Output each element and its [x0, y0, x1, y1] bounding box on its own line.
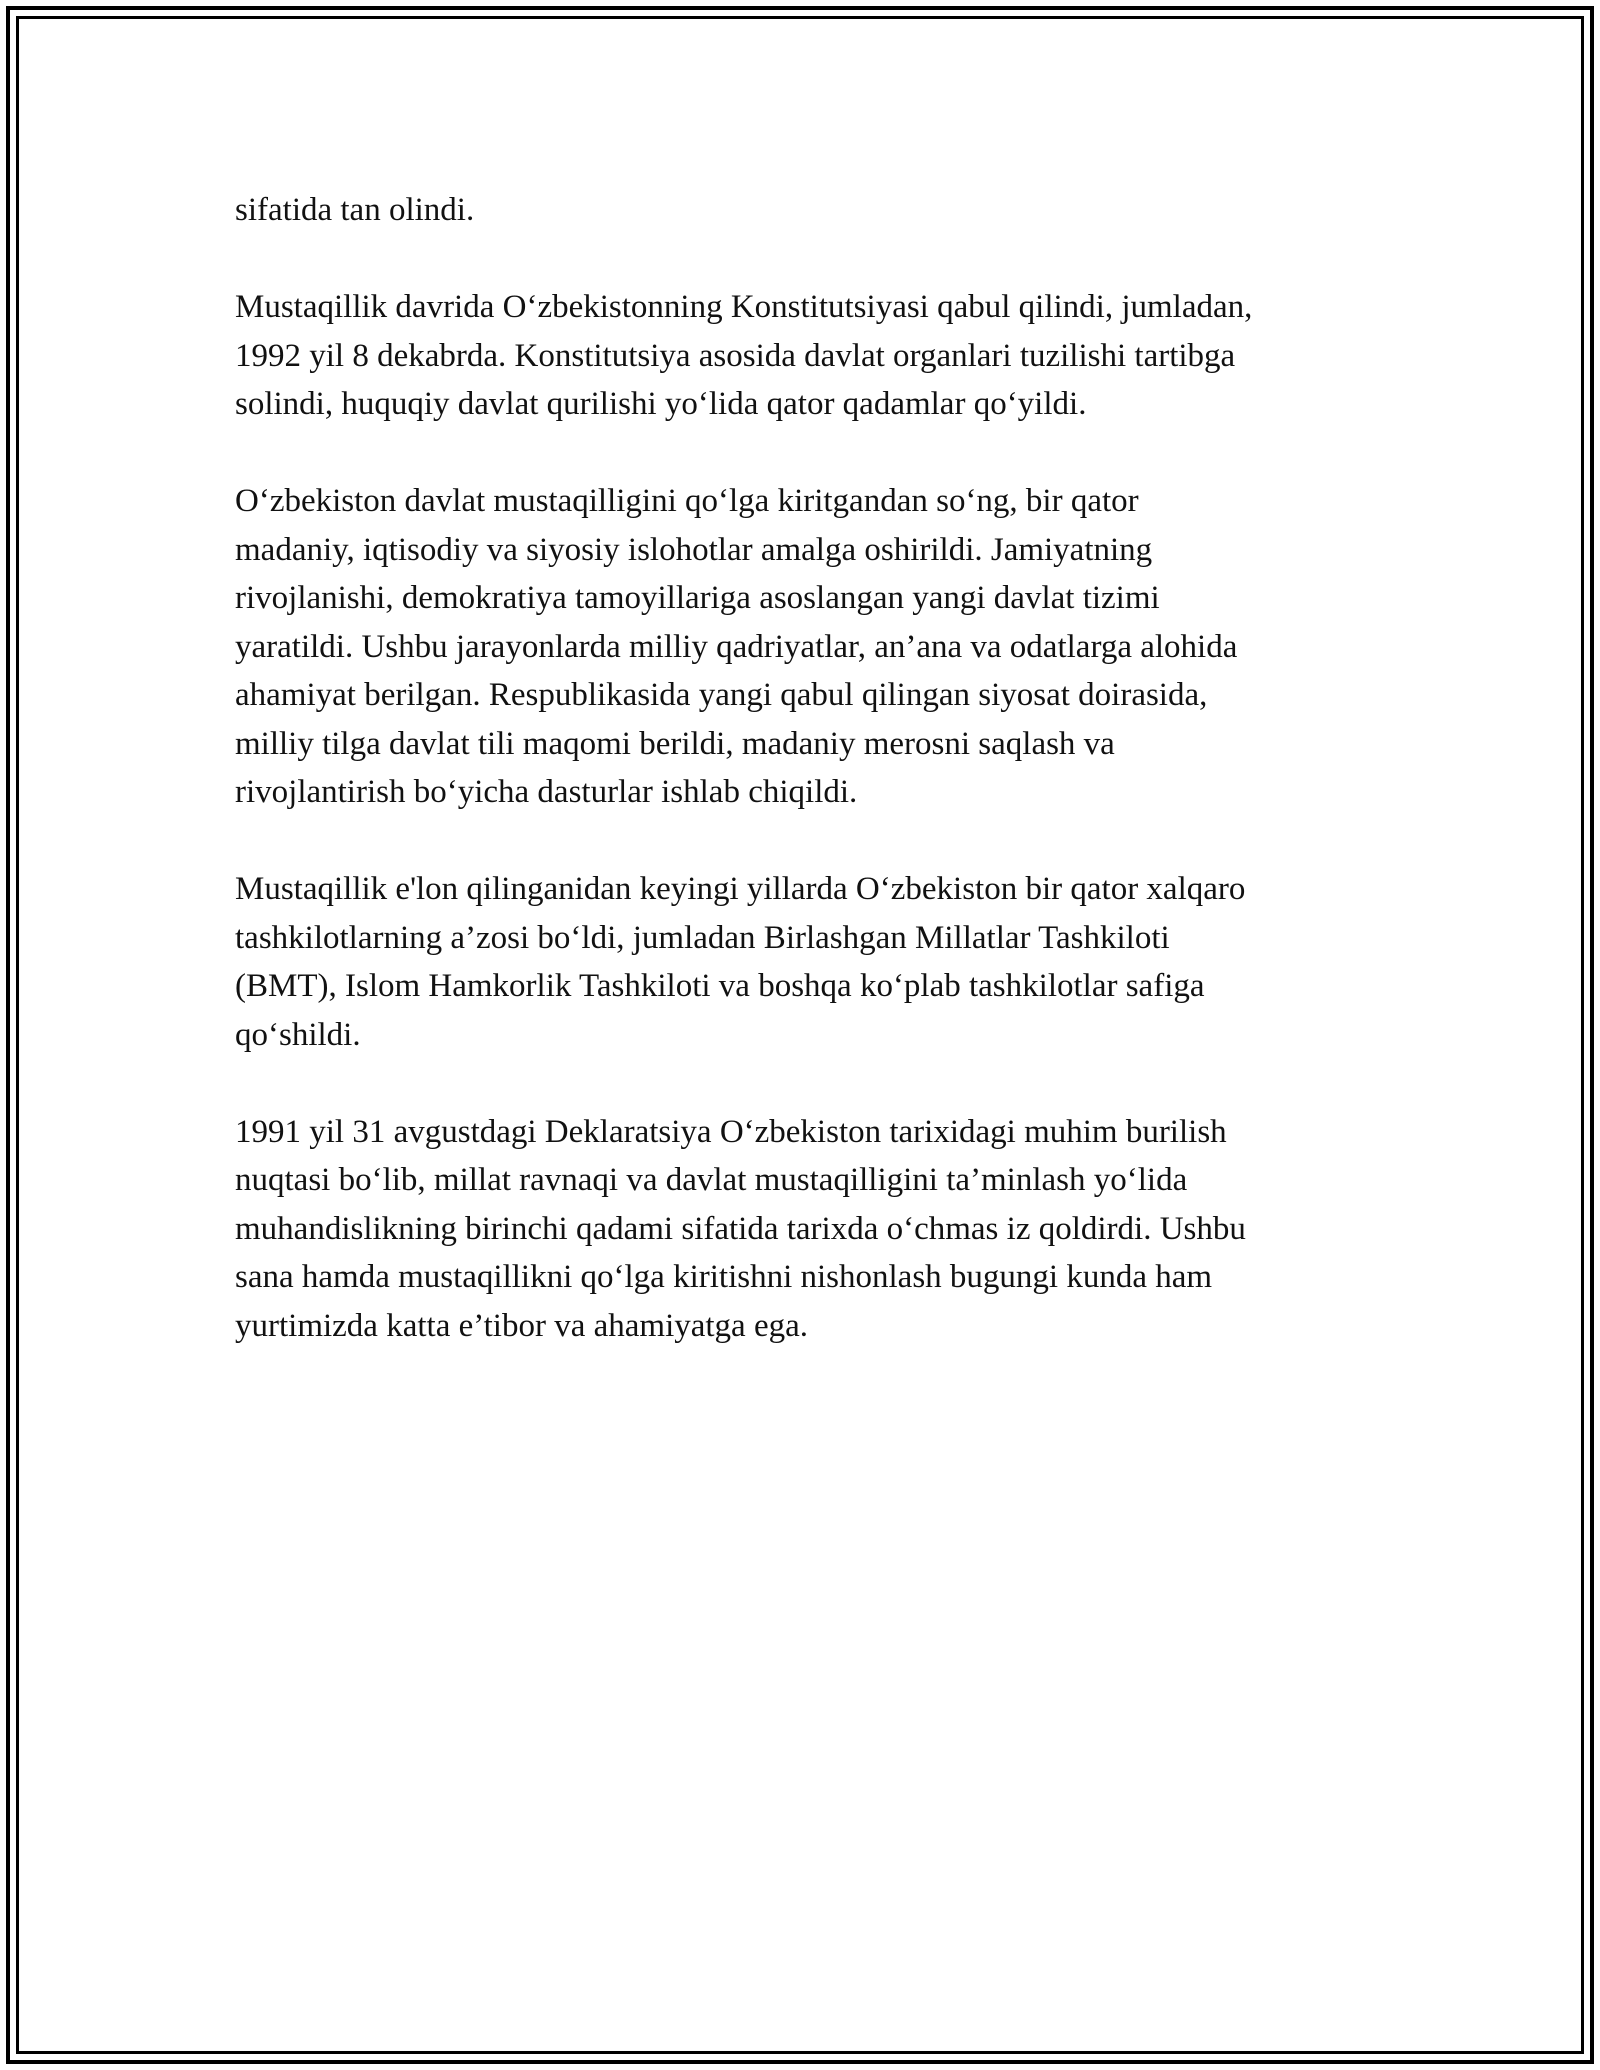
paragraph-1: sifatida tan olindi.: [235, 192, 475, 228]
paragraph-4: Mustaqillik e'lon qilinganidan keyingi yillarda O‘zbekiston bir qator xalqaro tashkilotlarning a’zosi bo‘ldi, jumladan Birlashgan Millatlar Tashkiloti (BMT), Islom Hamkorlik Tashkiloti va boshqa ko‘plab tashkilotlar safiga qo‘shildi.: [235, 871, 1246, 1053]
paragraph-5: 1991 yil 31 avgustdagi Deklaratsiya O‘zbekiston tarixidagi muhim burilish nuqtasi bo‘lib, millat ravnaqi va davlat mustaqilligini ta’minlash yo‘lida muhandislikning birinchi qadami sifatida tarixda o‘chmas iz qoldirdi. Ushbu sana hamda mustaqillikni qo‘lga kiritishni nishonlash bugungi kunda ham yurtimizda katta e’tibor va ahamiyatga ega.: [235, 1113, 1246, 1344]
paragraph-2: Mustaqillik davrida O‘zbekistonning Konstitutsiyasi qabul qilindi, jumladan, 1992 yil 8 dekabrda. Konstitutsiya asosida davlat organlari tuzilishi tartibga solindi, huquqiy davlat qurilishi yo‘lida qator qadamlar qo‘yildi.: [235, 289, 1253, 422]
document-body: [235, 186, 1365, 1399]
paragraph-3: O‘zbekiston davlat mustaqilligini qo‘lga kiritgandan so‘ng, bir qator madaniy, iqtisodiy va siyosiy islohotlar amalga oshirildi. Jamiyatning rivojlanishi, demokratiya tamoyillariga asoslangan yangi davlat tizimi yaratildi. Ushbu jarayonlarda milliy qadriyatlar, an’ana va odatlarga alohida ahamiyat berilgan. Respublikasida yangi qabul qilingan siyosat doirasida, milliy tilga davlat tili maqomi berildi, madaniy merosni saqlash va rivojlantirish bo‘yicha dasturlar ishlab chiqildi.: [235, 483, 1238, 810]
